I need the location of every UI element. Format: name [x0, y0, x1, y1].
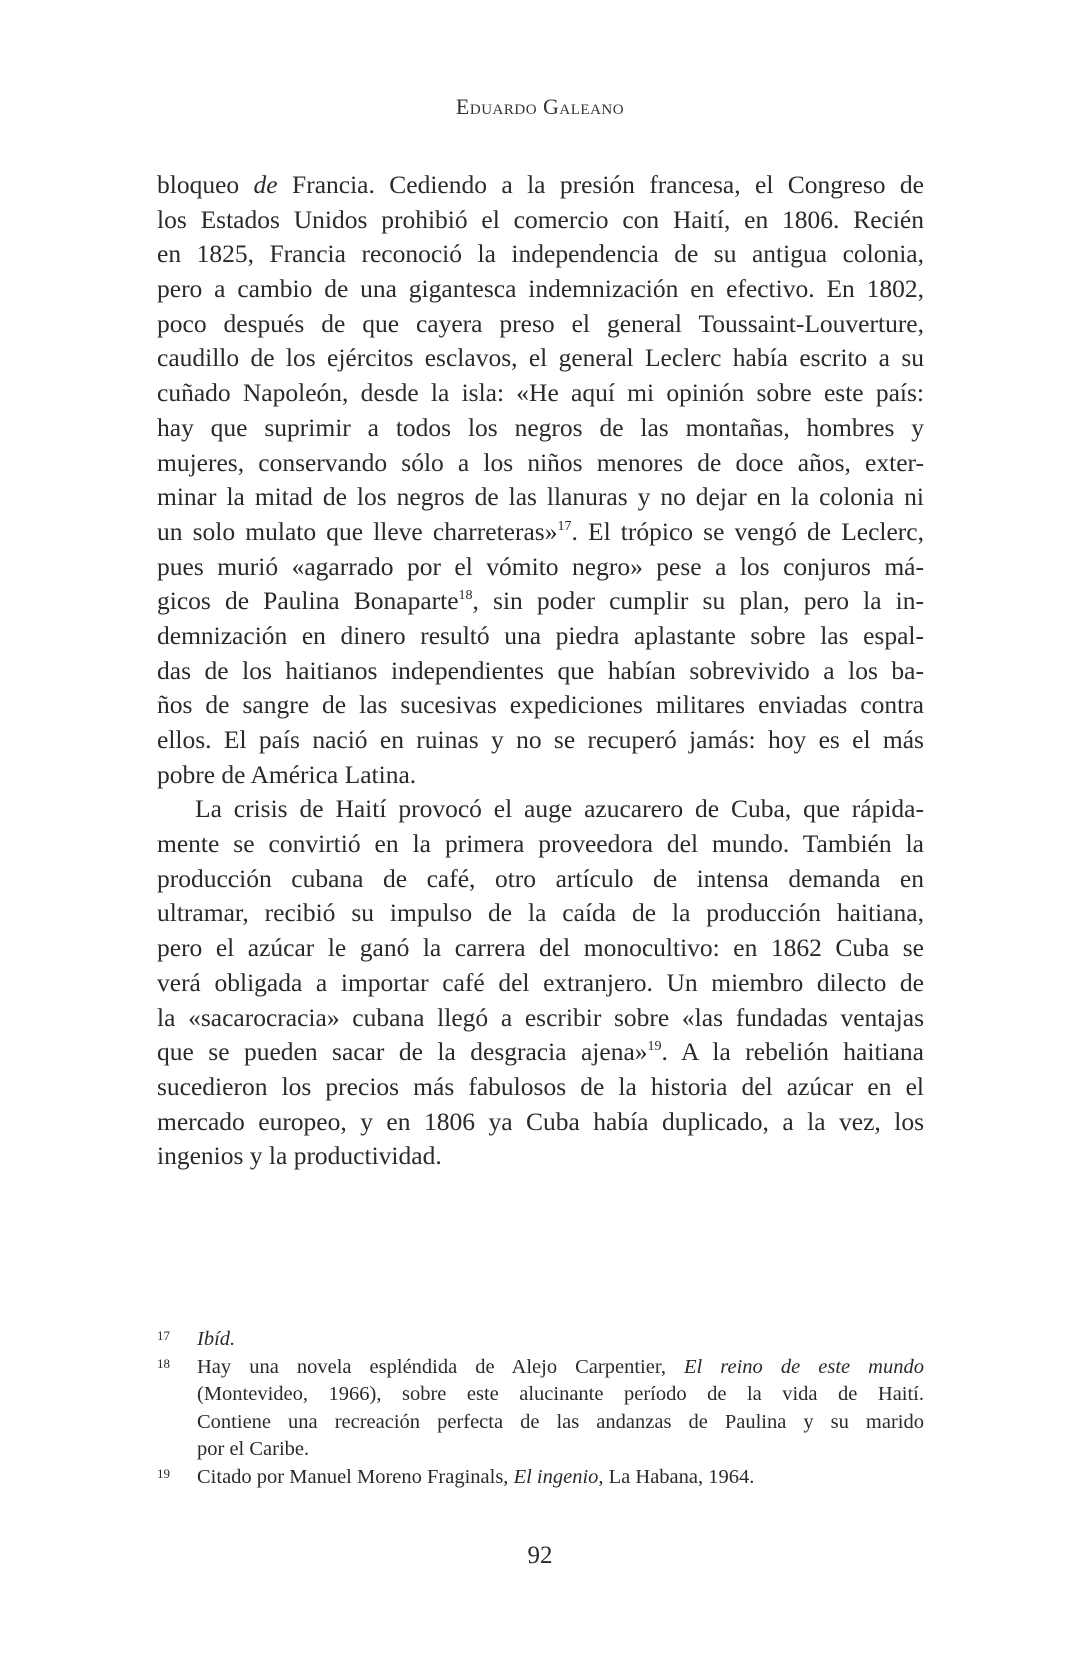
text-line: [157, 584, 924, 619]
footnote-ref[interactable]: 19: [647, 1039, 662, 1055]
text-run: (Montevideo, 1966), sobre este alucinante período de la vida de Haití.: [197, 1383, 924, 1405]
text-run: pues murió «agarrado por el vómito negro» pese a los conjuros má-: [157, 551, 924, 581]
italic-text: Ibíd.: [197, 1328, 236, 1350]
text-line: [197, 1326, 924, 1354]
paragraph: [157, 792, 924, 1174]
footnote-ref[interactable]: 18: [458, 588, 473, 604]
text-line: [197, 1436, 924, 1464]
text-run: verá obligada a importar café del extranjero. Un miembro dilecto de: [157, 967, 924, 997]
text-run: mercado europeo, y en 1806 ya Cuba había duplicado, a la vez, los: [157, 1106, 924, 1136]
footnote-number: 19: [157, 1465, 170, 1481]
text-line: [157, 168, 924, 203]
text-line: [157, 1035, 924, 1070]
text-line: [157, 1001, 924, 1036]
text-line: [157, 862, 924, 897]
text-run: en 1825, Francia reconoció la independencia de su antigua colonia,: [157, 239, 924, 269]
running-head: Eduardo Galeano: [455, 94, 625, 119]
text-run: ingenios y la productividad.: [157, 1141, 442, 1171]
text-run: pobre de América Latina.: [157, 759, 417, 789]
footnote: [157, 1354, 924, 1464]
text-line: [157, 550, 924, 585]
text-run: minar la mitad de los negros de las llanuras y no dejar en la colonia ni: [157, 482, 924, 512]
text-run: producción cubana de café, otro artículo de intensa demanda en: [157, 863, 924, 893]
text-run: por el Caribe.: [197, 1438, 310, 1460]
text-line: [157, 203, 924, 238]
text-line: [197, 1409, 924, 1437]
text-line: [157, 896, 924, 931]
text-line: [157, 723, 924, 758]
text-line: [157, 1139, 924, 1174]
footnote-number: 17: [157, 1328, 170, 1343]
text-line: [157, 341, 924, 376]
text-run: ultramar, recibió su impulso de la caída de la producción haitiana,: [157, 898, 924, 928]
text-run: los Estados Unidos prohibió el comercio con Haití, en 1806. Recién: [157, 204, 924, 234]
text-run: hay que suprimir a todos los negros de las montañas, hombres y: [157, 412, 924, 442]
text-run: mente se convirtió en la primera proveedora del mundo. También la: [157, 829, 924, 859]
text-run: un solo mulato que lleve charreteras»: [157, 516, 558, 546]
text-run: . A la rebelión haitiana: [661, 1037, 924, 1067]
footnotes: [157, 1326, 924, 1491]
text-line: [157, 654, 924, 689]
text-run: sucedieron los precios más fabulosos de la historia del azúcar en el: [157, 1071, 924, 1101]
text-line: [157, 446, 924, 481]
text-run: pero el azúcar le ganó la carrera del monocultivo: en 1862 Cuba se: [157, 933, 924, 963]
text-line: [157, 480, 924, 515]
italic-text: de: [253, 170, 278, 199]
text-line: [157, 931, 924, 966]
italic-text: El ingenio: [513, 1465, 599, 1488]
text-run: gicos de Paulina Bonaparte: [157, 586, 459, 616]
text-line: [157, 827, 924, 862]
text-line: [157, 307, 924, 342]
text-line: [157, 792, 924, 827]
footnote: [157, 1326, 924, 1354]
text-line: [157, 1070, 924, 1105]
text-run: ellos. El país nació en ruinas y no se recuperó jamás: hoy es el más: [157, 725, 924, 754]
text-run: poco después de que cayera preso el general Toussaint-Louverture,: [157, 308, 924, 338]
text-run: la «sacarocracia» cubana llegó a escribir sobre «las fundadas ventajas: [157, 1002, 924, 1032]
text-run: mujeres, conservando sólo a los niños menores de doce años, exter-: [157, 447, 924, 477]
text-line: [157, 758, 924, 793]
text-run: caudillo de los ejércitos esclavos, el general Leclerc había escrito a su: [157, 343, 924, 373]
text-line: [157, 411, 924, 446]
text-run: Citado por Manuel Moreno Fraginals,: [197, 1465, 514, 1488]
text-line: [157, 966, 924, 1001]
text-run: . El trópico se vengó de Leclerc,: [571, 516, 924, 546]
text-run: , La Habana, 1964.: [598, 1465, 755, 1488]
text-line: [157, 688, 924, 723]
paragraph: [157, 168, 924, 792]
text-run: Francia. Cediendo a la presión francesa, el Congreso de: [277, 170, 924, 199]
text-run: que se pueden sacar de la desgracia ajena»: [157, 1037, 648, 1067]
text-run: Hay una novela espléndida de Alejo Carpentier,: [197, 1355, 685, 1378]
text-run: , sin poder cumplir su plan, pero la in-: [472, 586, 924, 616]
text-line: [197, 1464, 924, 1492]
text-line: [157, 515, 924, 550]
page-number: 92: [527, 1542, 553, 1569]
text-run: cuñado Napoleón, desde la isla: «He aquí mi opinión sobre este país:: [157, 378, 924, 408]
body-text: [157, 168, 924, 1174]
text-run: La crisis de Haití provocó el auge azucarero de Cuba, que rápida-: [195, 794, 924, 824]
text-line: [157, 376, 924, 411]
text-line: [197, 1381, 924, 1409]
italic-text: El reino de este mundo: [684, 1355, 924, 1378]
text-line: [157, 237, 924, 272]
text-line: [157, 619, 924, 654]
text-run: ños de sangre de las sucesivas expediciones militares enviadas contra: [157, 690, 924, 720]
footnote: [157, 1464, 924, 1492]
text-run: demnización en dinero resultó una piedra aplastante sobre las espal-: [157, 620, 924, 650]
footnote-number: 18: [157, 1355, 170, 1371]
text-line: [157, 1105, 924, 1140]
text-run: pero a cambio de una gigantesca indemnización en efectivo. En 1802,: [157, 274, 924, 304]
text-run: Contiene una recreación perfecta de las andanzas de Paulina y su marido: [197, 1410, 924, 1433]
text-line: [157, 272, 924, 307]
footnote-ref[interactable]: 17: [557, 519, 572, 535]
text-run: das de los haitianos independientes que habían sobrevivido a los ba-: [157, 655, 924, 685]
text-run: bloqueo: [157, 170, 254, 199]
text-line: [197, 1354, 924, 1382]
